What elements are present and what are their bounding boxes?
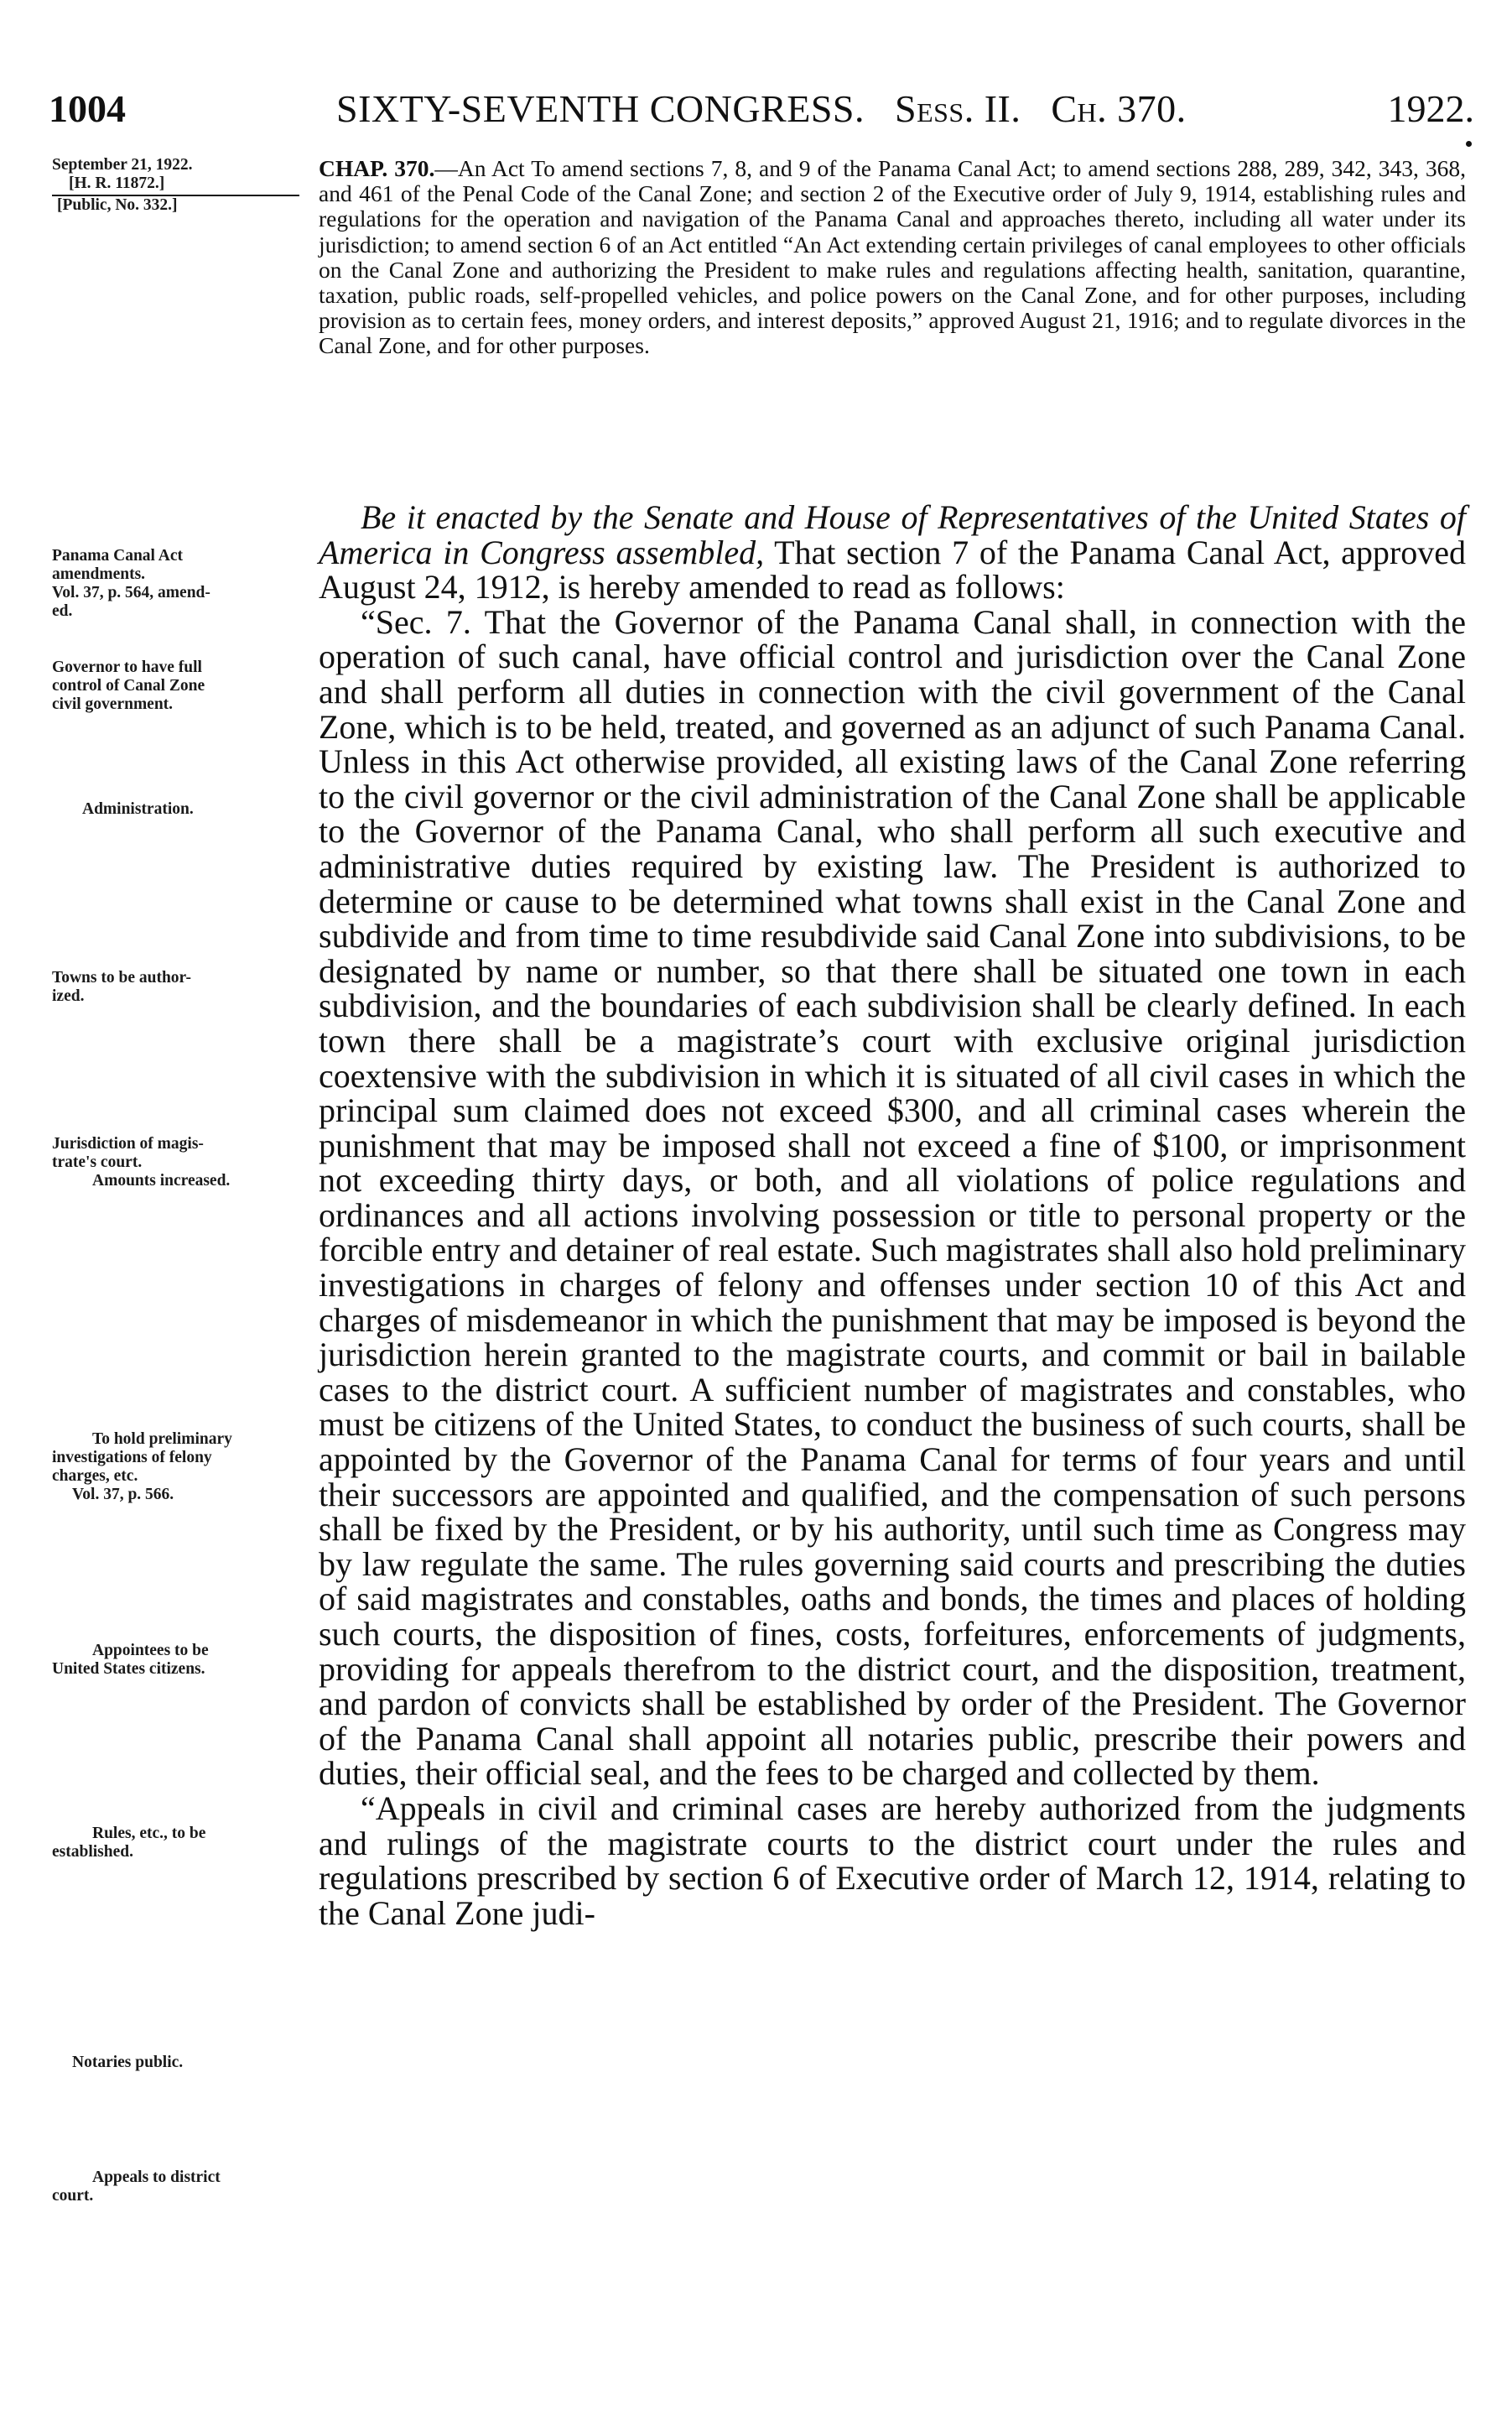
margin-note-bill: [H. R. 11872.] [69, 174, 165, 192]
header-year: 1922. [1387, 87, 1474, 130]
margin-note-appeals: Appeals to district court. [52, 2168, 221, 2205]
chapter-number: CHAP. 370. [319, 155, 435, 181]
running-title [336, 84, 1187, 134]
chapter-label: Ch. 370. [1051, 87, 1187, 130]
appeals-paragraph: “Appeals in civil and criminal cases are hereby authorized from the judgments and rulings of the magistrate courts to the district court under the rules and regulations prescribed by section 6 of Executive order of March 12, 1914, relating to the Canal Zone judi- [319, 1788, 1466, 1932]
margin-note-governor: Governor to have full control of Canal Zone civil government. [52, 659, 205, 713]
congress-title: SIXTY-SEVENTH CONGRESS. [336, 87, 865, 130]
section-7-intro: That section 7 of the Panama Canal Act, approved August 24, 1912, is hereby amended to read as follows: [319, 533, 1466, 607]
section-7-text: “Sec. 7. That the Governor of the Panama Canal shall, in connection with the operation of such canal, have official control and jurisdiction over the Canal Zone and shall perform all duties in connection with the civil government of the Canal Zone, which is to be held, treated, and governed as an adjunct of such Panama Canal. Unless in this Act otherwise provided, all existing laws of the Canal Zone referring to the civil governor or the civil administration of the Canal Zone shall be applicable to the Governor of the Panama Canal, who shall perform all such executive and administrative duties required by existing law. The President is authorized to determine or cause to be determined what towns shall exist in the Canal Zone and subdivide and from time to time resubdivide said Canal Zone into subdivisions, to be designated by name or number, so that there shall be situated one town in each subdivision, and the boundaries of each subdivision shall be clearly defined. In each town there shall be a magistrate’s court with exclusive original jurisdiction coextensive with the subdivision in which it is situated of all civil cases in which the principal sum claimed does not exceed $300, and all criminal cases wherein the punishment that may be imposed shall not exceed a fine of $100, or imprisonment not exceeding thirty days, or both, and all violations of police regulations and ordinances and all actions involving possession or title to personal property or the forcible entry and detainer of real estate. Such magistrates shall also hold preliminary investigations in charges of felony and offenses under section 10 of this Act and charges of misdemeanor in which the punishment that may be imposed is beyond the jurisdiction herein granted to the magistrate courts, and commit or bail in bailable cases to the district court. A sufficient number of magistrates and constables, who must be citizens of the United States, to conduct the business of such courts, shall be appointed by the Governor of the Panama Canal for terms of four years and until their successors are appointed and qualified, and the compensation of such persons shall be fixed by the President, or by his authority, until such time as Congress may by law regulate the same. The rules governing said courts and prescribing the duties of said magistrates and constables, oaths and bonds, the times and places of holding such courts, the disposition of fines, costs, forfeitures, enforcements of judgments, providing for appeals therefrom to the district court, and the disposition, treatment, and pardon of convicts shall be established by order of the President. The Governor of the Panama Canal shall appoint all notaries public, prescribe their powers and duties, their official seal, and the fees to be charged and collected by them. [319, 602, 1466, 1793]
margin-note-amendments: Panama Canal Act amendments. Vol. 37, p. 564, amend- ed. [52, 547, 210, 620]
margin-note-administration: Administration. [82, 800, 194, 818]
enacting-clause: Be it enacted by the Senate and House of Representatives of the United States of America in Congress assembled, [319, 498, 1466, 571]
margin-note-preliminary: To hold preliminary investigations of felony charges, etc. Vol. 37, p. 566. [52, 1430, 232, 1503]
session-label: Sess. II. [894, 87, 1021, 130]
enacting-paragraph [319, 500, 1466, 605]
margin-note-rules: Rules, etc., to be established. [52, 1825, 206, 1861]
chapter-title: —An Act To amend sections 7, 8, and 9 of the Panama Canal Act; to amend sections 288, 289, 342, 343, 368, and 461 of the Penal Code of the Canal Zone; and section 2 of the Executive order of July 9, 1914, establishing rules and regulations for the operation and navigation of the Panama Canal and approaches thereto, including all water under its jurisdiction; to amend section 6 of an Act entitled “An Act extending certain privileges of canal employees to other officials on the Canal Zone and authorizing the President to make rules and regulations affecting health, sanitation, quarantine, taxation, public roads, self-propelled vehicles, and police powers on the Canal Zone, and for other purposes, including provision as to certain fees, money orders, and interest deposits,” approved August 21, 1916; and to regulate divorces in the Canal Zone, and for other purposes. [319, 155, 1466, 359]
margin-note-notaries: Notaries public. [72, 2054, 184, 2071]
act-body [319, 500, 1466, 1930]
margin-note-public: [Public, No. 332.] [57, 196, 178, 214]
page-header [49, 84, 1474, 134]
margin-note-appointees: Appointees to be United States citizens. [52, 1642, 209, 1678]
margin-note-date: September 21, 1922. [52, 156, 193, 174]
margin-note-towns: Towns to be author- ized. [52, 969, 191, 1005]
chapter-heading [319, 156, 1466, 359]
print-mark [1466, 141, 1472, 147]
margin-note-jurisdiction: Jurisdiction of magis- trate's court. Amounts increased. [52, 1135, 231, 1190]
page-number: 1004 [49, 87, 126, 130]
